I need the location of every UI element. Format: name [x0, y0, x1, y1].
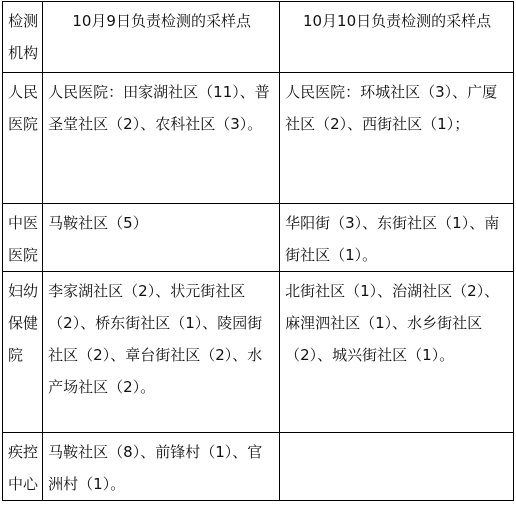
table-row	[3, 204, 514, 272]
row-oct10-sites	[280, 433, 514, 501]
table-row	[3, 433, 514, 501]
row-institution: 疾控中心	[3, 433, 43, 501]
row-oct10-sites: 华阳街（3）、东街社区（1）、南街社区（1）。	[280, 204, 514, 272]
row-oct9-sites: 人民医院：田家湖社区（11）、普圣堂社区（2）、农科社区（3）。	[43, 73, 280, 204]
row-institution: 中医医院	[3, 204, 43, 272]
header-institution: 检测机构	[3, 2, 43, 73]
row-institution: 妇幼保健院	[3, 272, 43, 433]
row-oct9-sites: 李家湖社区（2）、状元街社区（2）、桥东街社区（1）、陵园街社区（2）、章台街社区（2）、水产场社区（2）。	[43, 272, 280, 433]
header-oct9: 10月9日负责检测的采样点	[43, 2, 280, 73]
row-institution: 人民医院	[3, 73, 43, 204]
table-header-row	[3, 2, 514, 73]
table-row	[3, 73, 514, 204]
sampling-schedule-table	[2, 1, 514, 501]
row-oct9-sites: 马鞍社区（5）	[43, 204, 280, 272]
table-row	[3, 272, 514, 433]
header-oct10: 10月10日负责检测的采样点	[280, 2, 514, 73]
row-oct10-sites: 人民医院：环城社区（3）、广厦社区（2）、西街社区（1）；	[280, 73, 514, 204]
row-oct10-sites: 北街社区（1）、治湖社区（2）、麻浬泗社区（1）、水乡街社区（2）、城兴街社区（1）。	[280, 272, 514, 433]
row-oct9-sites: 马鞍社区（8）、前锋村（1）、官洲村（1）。	[43, 433, 280, 501]
